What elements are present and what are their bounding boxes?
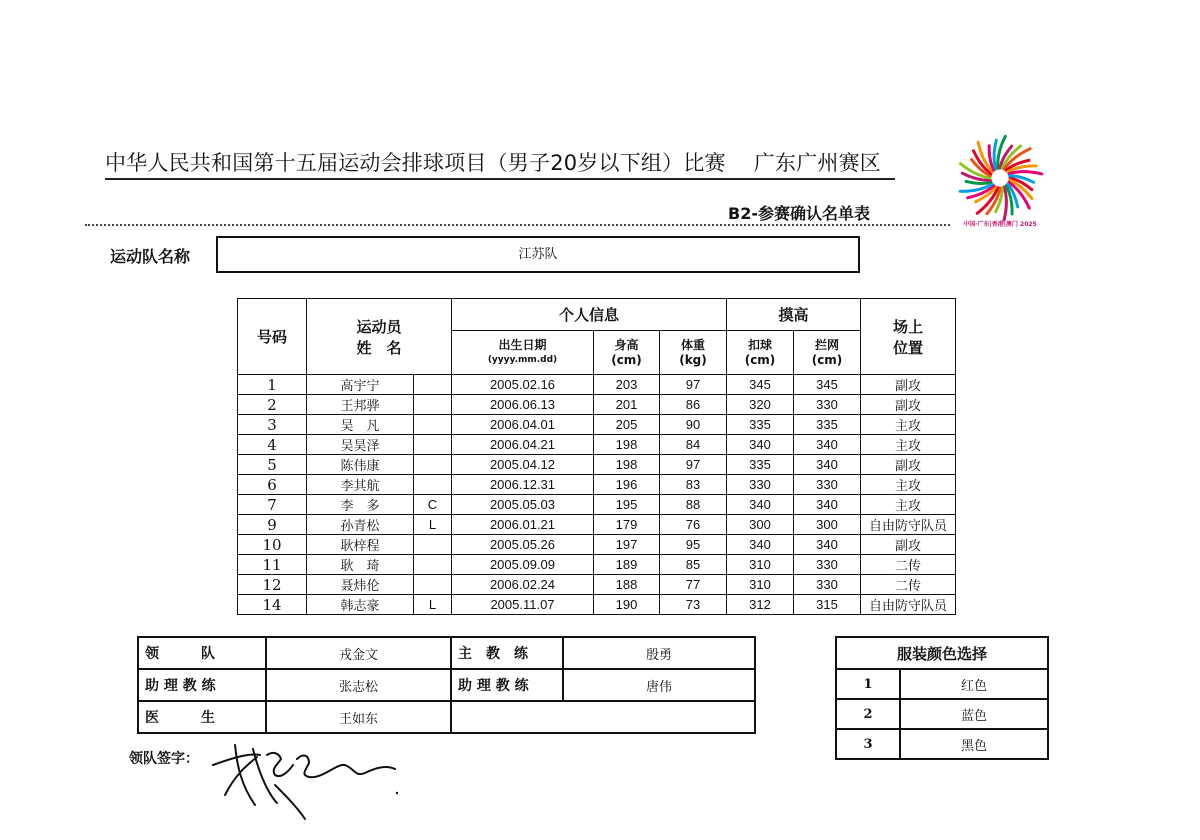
player-block-reach: 345 xyxy=(794,375,861,395)
roster-row xyxy=(238,455,956,475)
player-position: 自由防守队员 xyxy=(861,595,956,615)
player-role xyxy=(414,575,452,595)
player-weight: 97 xyxy=(660,375,727,395)
player-name: 聂炜伦 xyxy=(307,575,414,595)
header-personal-info: 个人信息 xyxy=(452,299,727,331)
player-position: 副攻 xyxy=(861,395,956,415)
roster-row xyxy=(238,435,956,455)
player-birth-date: 2006.02.24 xyxy=(452,575,594,595)
team-name-field: 江苏队 xyxy=(216,236,860,273)
player-name: 韩志豪 xyxy=(307,595,414,615)
player-spike-reach: 335 xyxy=(727,455,794,475)
player-spike-reach: 340 xyxy=(727,535,794,555)
uniform-option-number: 3 xyxy=(836,729,900,759)
head-coach-name: 殷勇 xyxy=(563,637,755,669)
player-weight: 88 xyxy=(660,495,727,515)
player-spike-reach: 340 xyxy=(727,495,794,515)
player-weight: 84 xyxy=(660,435,727,455)
player-weight: 77 xyxy=(660,575,727,595)
player-height: 198 xyxy=(594,455,660,475)
player-height: 195 xyxy=(594,495,660,515)
player-number: 2 xyxy=(238,395,307,415)
player-role xyxy=(414,375,452,395)
header-block-label: 拦网 xyxy=(814,337,839,352)
header-position xyxy=(861,299,956,375)
player-position: 副攻 xyxy=(861,375,956,395)
player-name: 李 多 xyxy=(307,495,414,515)
roster-row xyxy=(238,475,956,495)
player-number: 4 xyxy=(238,435,307,455)
player-weight: 90 xyxy=(660,415,727,435)
team-name-label: 运动队名称 xyxy=(110,247,191,266)
header-position-line1: 场上 xyxy=(892,317,923,336)
player-position: 二传 xyxy=(861,555,956,575)
player-number: 12 xyxy=(238,575,307,595)
player-number: 6 xyxy=(238,475,307,495)
header-number: 号码 xyxy=(238,299,307,375)
document-title: 中华人民共和国第十五届运动会排球项目（男子20岁以下组）比赛 广东广州赛区 xyxy=(105,150,895,180)
uniform-option-number: 2 xyxy=(836,699,900,729)
roster-row xyxy=(238,535,956,555)
player-block-reach: 330 xyxy=(794,475,861,495)
player-block-reach: 300 xyxy=(794,515,861,535)
logo-ray xyxy=(1009,172,1042,174)
player-weight: 85 xyxy=(660,555,727,575)
player-spike-reach: 312 xyxy=(727,595,794,615)
assistant-coach-name: 张志松 xyxy=(266,669,451,701)
player-name: 陈伟康 xyxy=(307,455,414,475)
player-role: C xyxy=(414,495,452,515)
player-name: 李其航 xyxy=(307,475,414,495)
leader-label: 领 队 xyxy=(138,637,266,669)
player-number: 11 xyxy=(238,555,307,575)
player-name: 吴昊泽 xyxy=(307,435,414,455)
player-role xyxy=(414,395,452,415)
player-role: L xyxy=(414,595,452,615)
roster-row xyxy=(238,395,956,415)
player-birth-date: 2005.05.26 xyxy=(452,535,594,555)
roster-row xyxy=(238,575,956,595)
player-birth-date: 2006.04.21 xyxy=(452,435,594,455)
player-name: 高宇宁 xyxy=(307,375,414,395)
player-role xyxy=(414,535,452,555)
player-block-reach: 340 xyxy=(794,435,861,455)
header-height-label: 身高 xyxy=(614,337,639,352)
player-height: 203 xyxy=(594,375,660,395)
roster-table xyxy=(237,298,956,615)
player-birth-date: 2005.04.12 xyxy=(452,455,594,475)
player-weight: 73 xyxy=(660,595,727,615)
player-height: 196 xyxy=(594,475,660,495)
player-name: 孙青松 xyxy=(307,515,414,535)
player-height: 189 xyxy=(594,555,660,575)
player-weight: 86 xyxy=(660,395,727,415)
player-position: 主攻 xyxy=(861,495,956,515)
player-height: 198 xyxy=(594,435,660,455)
uniform-color-title: 服装颜色选择 xyxy=(836,637,1048,669)
player-spike-reach: 335 xyxy=(727,415,794,435)
player-position: 副攻 xyxy=(861,535,956,555)
player-birth-date: 2005.11.07 xyxy=(452,595,594,615)
player-birth-date: 2005.02.16 xyxy=(452,375,594,395)
player-spike-reach: 310 xyxy=(727,575,794,595)
roster-row xyxy=(238,495,956,515)
roster-row xyxy=(238,595,956,615)
head-coach-label: 主 教 练 xyxy=(451,637,563,669)
player-birth-date: 2005.05.03 xyxy=(452,495,594,515)
player-height: 201 xyxy=(594,395,660,415)
player-weight: 97 xyxy=(660,455,727,475)
leader-signature-label: 领队签字： xyxy=(129,751,199,767)
player-role xyxy=(414,415,452,435)
roster-row xyxy=(238,555,956,575)
assistant-coach-2-label: 助 理 教 练 xyxy=(451,669,563,701)
roster-row xyxy=(238,515,956,535)
player-birth-date: 2006.01.21 xyxy=(452,515,594,535)
uniform-option-color: 红色 xyxy=(900,669,1048,699)
header-weight-label: 体重 xyxy=(680,337,705,352)
assistant-coach-2-name: 唐伟 xyxy=(563,669,755,701)
player-height: 179 xyxy=(594,515,660,535)
player-spike-reach: 300 xyxy=(727,515,794,535)
player-spike-reach: 320 xyxy=(727,395,794,415)
player-height: 197 xyxy=(594,535,660,555)
player-number: 14 xyxy=(238,595,307,615)
dotted-divider xyxy=(85,224,950,226)
player-birth-date: 2005.09.09 xyxy=(452,555,594,575)
leader-name: 戎金文 xyxy=(266,637,451,669)
player-height: 190 xyxy=(594,595,660,615)
header-athlete-line1: 运动员 xyxy=(356,317,402,336)
header-weight xyxy=(660,331,727,375)
player-role xyxy=(414,555,452,575)
player-position: 主攻 xyxy=(861,435,956,455)
header-birth-label: 出生日期 xyxy=(498,337,547,352)
assistant-coach-label: 助 理 教 练 xyxy=(138,669,266,701)
roster-body xyxy=(238,375,956,615)
staff-table xyxy=(137,636,756,734)
player-weight: 83 xyxy=(660,475,727,495)
player-position: 主攻 xyxy=(861,415,956,435)
player-number: 10 xyxy=(238,535,307,555)
player-block-reach: 330 xyxy=(794,575,861,595)
player-block-reach: 330 xyxy=(794,555,861,575)
handwritten-signature xyxy=(205,735,405,825)
player-block-reach: 315 xyxy=(794,595,861,615)
player-number: 9 xyxy=(238,515,307,535)
player-height: 188 xyxy=(594,575,660,595)
player-birth-date: 2006.04.01 xyxy=(452,415,594,435)
header-athlete xyxy=(307,299,452,375)
header-athlete-line2: 姓 名 xyxy=(356,338,402,357)
header-reach: 摸高 xyxy=(727,299,861,331)
player-spike-reach: 340 xyxy=(727,435,794,455)
player-name: 耿 琦 xyxy=(307,555,414,575)
player-birth-date: 2006.06.13 xyxy=(452,395,594,415)
player-birth-date: 2006.12.31 xyxy=(452,475,594,495)
player-position: 主攻 xyxy=(861,475,956,495)
player-position: 副攻 xyxy=(861,455,956,475)
header-height xyxy=(594,331,660,375)
player-name: 吴 凡 xyxy=(307,415,414,435)
logo-ray xyxy=(994,140,996,169)
uniform-option-color: 蓝色 xyxy=(900,699,1048,729)
player-name: 王邦骅 xyxy=(307,395,414,415)
player-spike-reach: 345 xyxy=(727,375,794,395)
logo-text: 中国·广东|香港|澳门 2025 xyxy=(963,221,1037,228)
player-number: 5 xyxy=(238,455,307,475)
player-role: L xyxy=(414,515,452,535)
player-weight: 95 xyxy=(660,535,727,555)
header-weight-unit: (kg) xyxy=(679,352,707,367)
player-position: 二传 xyxy=(861,575,956,595)
player-block-reach: 335 xyxy=(794,415,861,435)
player-spike-reach: 310 xyxy=(727,555,794,575)
header-spike-unit: (cm) xyxy=(744,352,776,367)
header-birth-format: (yyyy.mm.dd) xyxy=(487,354,558,365)
player-role xyxy=(414,455,452,475)
player-block-reach: 330 xyxy=(794,395,861,415)
player-name: 耿梓程 xyxy=(307,535,414,555)
player-weight: 76 xyxy=(660,515,727,535)
header-spike xyxy=(727,331,794,375)
header-spike-label: 扣球 xyxy=(747,337,772,352)
roster-row xyxy=(238,375,956,395)
player-role xyxy=(414,435,452,455)
player-number: 3 xyxy=(238,415,307,435)
player-block-reach: 340 xyxy=(794,535,861,555)
player-block-reach: 340 xyxy=(794,455,861,475)
logo-ray xyxy=(1004,187,1006,220)
player-height: 205 xyxy=(594,415,660,435)
header-block-unit: (cm) xyxy=(811,352,843,367)
uniform-option-color: 黑色 xyxy=(900,729,1048,759)
empty-cell xyxy=(451,701,755,733)
player-position: 自由防守队员 xyxy=(861,515,956,535)
player-role xyxy=(414,475,452,495)
player-spike-reach: 330 xyxy=(727,475,794,495)
form-code: B2-参赛确认名单表 xyxy=(728,204,870,223)
doctor-label: 医 生 xyxy=(138,701,266,733)
player-block-reach: 340 xyxy=(794,495,861,515)
roster-row xyxy=(238,415,956,435)
header-height-unit: (cm) xyxy=(611,352,642,367)
uniform-color-table xyxy=(835,636,1049,760)
header-birth xyxy=(452,331,594,375)
games-logo xyxy=(952,134,1048,234)
doctor-name: 王如东 xyxy=(266,701,451,733)
player-number: 7 xyxy=(238,495,307,515)
player-number: 1 xyxy=(238,375,307,395)
uniform-option-number: 1 xyxy=(836,669,900,699)
header-position-line2: 位置 xyxy=(892,338,923,357)
header-block xyxy=(794,331,861,375)
